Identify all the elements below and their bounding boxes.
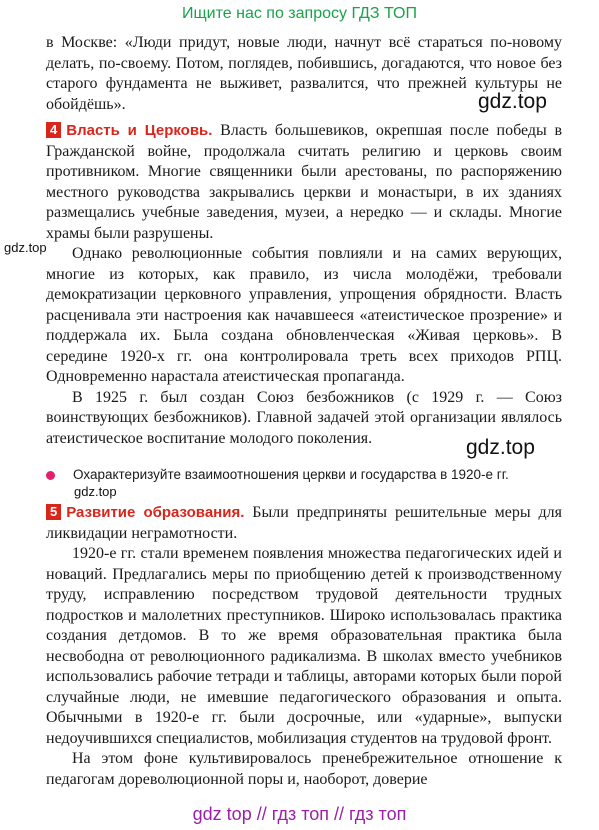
section-5: [46, 503, 562, 790]
top-banner: Ищите нас по запросу ГДЗ ТОП: [182, 5, 417, 22]
watermark: gdz.top: [74, 484, 117, 499]
section-4: [46, 121, 562, 449]
section-number-badge: 4: [46, 122, 61, 138]
review-question: [46, 466, 566, 484]
watermark: gdz.top: [4, 240, 47, 255]
section-4-paragraph-3: В 1925 г. был создан Союз безбожников (с 1929 г. — Союз воинствующих безбожников). Главной задачей этой организации являлось атеистическое воспитание молодого поколения.: [46, 388, 562, 447]
section-5-paragraph-1: [46, 503, 562, 544]
section-4-paragraph-1: [46, 121, 562, 244]
section-4-paragraph-2: Однако революционные события повлияли и на самих верующих, многие из которых, как правило, из числа молодёжи, требовали демократизации церковного управления, упрощения обрядности. Власть расценивала эти настроения как начавшееся «атеистическое прозрение» и поддержала их. Была создана обновленческая «Живая церковь». В середине 1920-х гг. она контролировала треть всех приходов РПЦ. Одновременно нарастала атеистическая пропаганда.: [46, 245, 562, 385]
question-text: Охарактеризуйте взаимоотношения церкви и государства в 1920-е гг.: [73, 467, 509, 482]
section-title: Развитие образования.: [66, 504, 245, 521]
section-title: Власть и Церковь.: [66, 122, 213, 139]
section-number-badge: 5: [46, 504, 61, 520]
bullet-icon: [46, 471, 55, 480]
paragraph-text: Были предприняты решительные меры для ликвидации неграмотности.: [46, 504, 562, 542]
bottom-banner: gdz top // гдз топ // гдз топ: [192, 804, 407, 824]
watermark: gdz.top: [466, 436, 535, 459]
paragraph-text: в Москве: «Люди придут, новые люди, начнут всё стараться по-новому делать, по-своему. Потом, поглядев, побившись, догадаются, что новое без старого фундамента не выживет, развалится, что прежней культуры не обойдёшь».: [46, 34, 562, 113]
section-5-paragraph-2: 1920-е гг. стали временем появления множества педагогических идей и новаций. Предлагались меры по приобщению детей к производственному труду, исправлению посредством трудовой деятельности трудных подростков и малолетних преступников. Широко использовалась практика создания детдомов. В то же время образовательная практика была несвободна от революционного радикализма. В школах вместо учебников использовались рабочие тетради и таблицы, авторами которых были порой случайные люди, не имевшие педагогического образования и опыта. Обычными в 1920-е гг. были досрочные, или «ударные», выпуски недоучившихся специалистов, мобилизация студентов на трудовой фронт.: [46, 545, 562, 747]
watermark: gdz.top: [478, 90, 547, 113]
section-5-paragraph-3: На этом фоне культивировалось пренебрежительное отношение к педагогам дореволюционной поры и, наоборот, доверие: [46, 750, 562, 788]
paragraph-text: Власть большевиков, окрепшая после победы в Гражданской войне, продолжала считать религию и церковь своим противником. Многие священники были арестованы, по распоряжению местного руководства закрывались церкви и монастыри, в их зданиях размещались учебные заведения, музеи, а нередко — и склады. Многие храмы были разрушены.: [46, 122, 562, 242]
